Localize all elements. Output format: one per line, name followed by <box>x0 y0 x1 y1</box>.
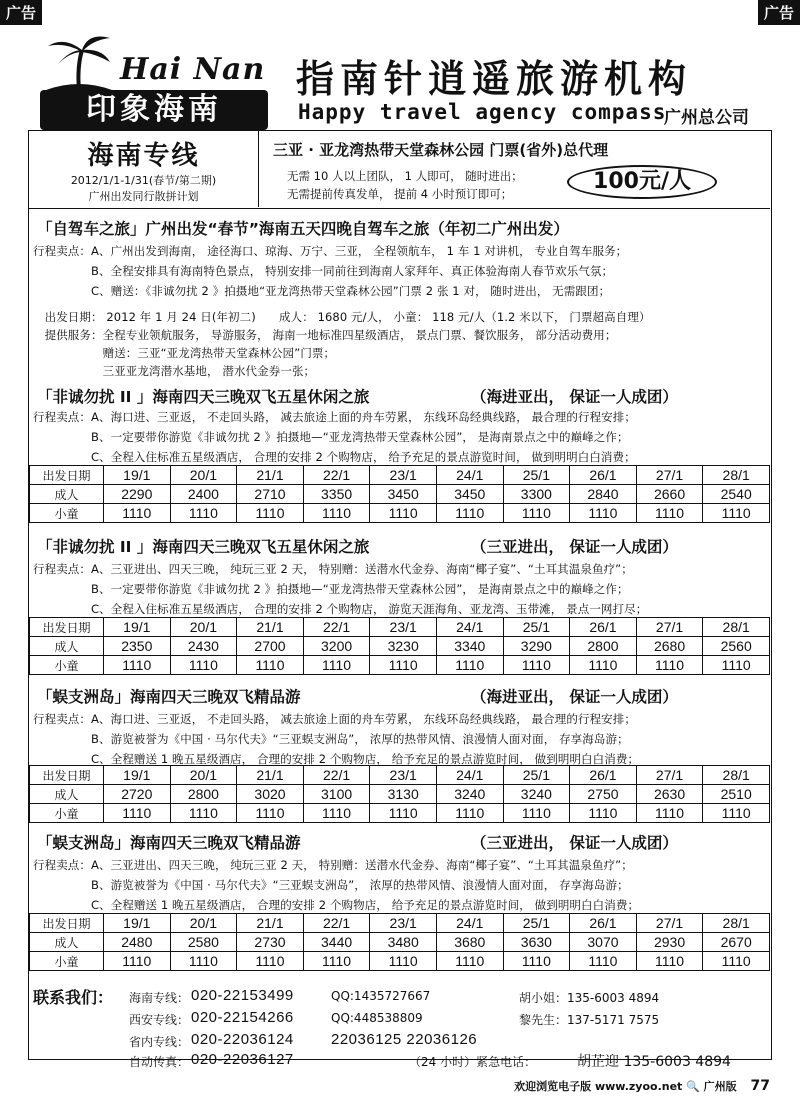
child-cell: 1110 <box>703 804 770 823</box>
date-cell: 26/1 <box>570 766 637 785</box>
section-line: 行程卖点：A、三亚进出、四天三晚， 纯玩三亚 2 天， 特别赠：送潜水代金券、海南“椰子宴”、“土耳其温泉鱼疗”； <box>33 858 633 872</box>
section-line: B、一定要带你游览《非诚勿扰 2 》拍摄地—“亚龙湾热带天堂森林公园”， 是海南景点之中的巅峰之作； <box>33 582 629 596</box>
price-table <box>29 465 770 523</box>
adult-cell: 2510 <box>703 785 770 804</box>
section-title: 「蜈支洲岛」海南四天三晚双飞精品游 <box>37 834 301 852</box>
contact-person: 胡芷迎 135-6003 4894 <box>577 1054 731 1070</box>
date-cell: 24/1 <box>436 766 503 785</box>
row-label: 出发日期 <box>30 466 104 485</box>
adult-cell: 3290 <box>503 637 570 656</box>
section-title: 「蜈支洲岛」海南四天三晚双飞精品游 <box>37 688 301 706</box>
row-label: 小童 <box>30 504 104 523</box>
date-cell: 22/1 <box>303 914 370 933</box>
adult-cell: 3630 <box>503 933 570 952</box>
adult-cell: 3100 <box>303 785 370 804</box>
child-cell: 1110 <box>370 504 437 523</box>
section-guarantee: （海进亚出， 保证一人成团） <box>471 388 678 406</box>
section-guarantee: （三亚进出， 保证一人成团） <box>471 834 678 852</box>
section-guarantee: （海进亚出， 保证一人成团） <box>471 688 678 706</box>
adult-cell: 2290 <box>104 485 171 504</box>
header <box>0 28 800 128</box>
date-cell: 20/1 <box>170 466 237 485</box>
child-cell: 1110 <box>503 952 570 971</box>
child-cell: 1110 <box>703 656 770 675</box>
price-row-adult <box>30 933 770 952</box>
adult-cell: 2930 <box>636 933 703 952</box>
section-guarantee: （三亚进出， 保证一人成团） <box>471 538 678 556</box>
adult-cell: 3240 <box>503 785 570 804</box>
contact-label: 海南专线： <box>129 991 190 1005</box>
brand-zh: 印象海南 <box>40 90 268 130</box>
contact-phone: 020-22036127 <box>191 1051 294 1068</box>
child-cell: 1110 <box>104 504 171 523</box>
child-cell: 1110 <box>237 656 304 675</box>
adult-cell: 2350 <box>104 637 171 656</box>
child-cell: 1110 <box>436 952 503 971</box>
park-title: 三亚 · 亚龙湾热带天堂森林公园 门票(省外)总代理 <box>273 141 609 159</box>
adult-cell: 3070 <box>570 933 637 952</box>
section-line: 行程卖点：A、海口进、三亚返， 不走回头路， 减去旅途上面的舟车劳累， 东线环岛经典线路， 最合理的行程安排； <box>33 712 636 726</box>
child-cell: 1110 <box>703 504 770 523</box>
adult-cell: 2680 <box>636 637 703 656</box>
date-cell: 27/1 <box>636 914 703 933</box>
section-title: 「自驾车之旅」广州出发“春节”海南五天四晚自驾车之旅（年初二广州出发） <box>37 220 569 238</box>
contact-label: 西安专线： <box>129 1013 190 1027</box>
child-cell: 1110 <box>703 952 770 971</box>
row-label: 出发日期 <box>30 766 104 785</box>
date-cell: 26/1 <box>570 914 637 933</box>
section-line: 行程卖点：A、广州出发到海南， 途径海口、琼海、万宁、三亚， 全程领航车， 1 车 1 对讲机， 专业自驾车服务； <box>33 244 628 258</box>
child-cell: 1110 <box>170 952 237 971</box>
price-row-child <box>30 656 770 675</box>
date-cell: 22/1 <box>303 618 370 637</box>
child-cell: 1110 <box>570 952 637 971</box>
child-cell: 1110 <box>570 504 637 523</box>
row-label: 小童 <box>30 656 104 675</box>
price-table <box>29 617 770 675</box>
section-line: B、游览被誉为《中国 · 马尔代夫》“三亚蜈支洲岛”， 浓厚的热带风情、浪漫情人面对面， 存享海岛游； <box>33 732 629 746</box>
date-cell: 27/1 <box>636 466 703 485</box>
child-cell: 1110 <box>503 804 570 823</box>
section-line: 赠送：三亚“亚龙湾热带天堂森林公园”门票； <box>33 346 336 360</box>
price-table <box>29 913 770 971</box>
date-cell: 19/1 <box>104 914 171 933</box>
date-cell: 19/1 <box>104 466 171 485</box>
section-line: C、全程赠送 1 晚五星级酒店， 合理的安排 2 个购物店， 给予充足的景点游览时间， 做到明明白白消费； <box>33 752 640 766</box>
child-cell: 1110 <box>370 804 437 823</box>
footer-text: 欢迎浏览电子版 www.zyoo.net 🔍 广州版 <box>514 1080 737 1093</box>
palm-tree-icon <box>44 32 114 92</box>
adult-cell: 3450 <box>436 485 503 504</box>
adult-cell: 3450 <box>370 485 437 504</box>
date-cell: 24/1 <box>436 466 503 485</box>
footer <box>514 1078 770 1094</box>
contact-phone: 020-22036124 <box>191 1031 294 1048</box>
line-sub-1: 2012/1/1-1/31(春节/第二期) <box>70 174 217 187</box>
date-cell: 19/1 <box>104 618 171 637</box>
child-cell: 1110 <box>636 804 703 823</box>
adult-cell: 2750 <box>570 785 637 804</box>
contact-qq: QQ:1435727667 <box>331 989 431 1003</box>
ticket-price: 100元/人 <box>567 165 717 199</box>
row-label: 成人 <box>30 933 104 952</box>
park-note-1: 无需 10 人以上团队， 1 人即可， 随时进出； <box>287 169 523 183</box>
section-line: C、全程入住标准五星级酒店， 合理的安排 2 个购物店， 给予充足的景点游览时间， 做到明明白白消费； <box>33 450 636 464</box>
price-row-adult <box>30 637 770 656</box>
child-cell: 1110 <box>170 504 237 523</box>
date-cell: 25/1 <box>503 914 570 933</box>
adult-cell: 3200 <box>303 637 370 656</box>
child-cell: 1110 <box>503 656 570 675</box>
child-cell: 1110 <box>170 656 237 675</box>
adult-cell: 3230 <box>370 637 437 656</box>
date-cell: 23/1 <box>370 766 437 785</box>
adult-cell: 2480 <box>104 933 171 952</box>
child-cell: 1110 <box>570 804 637 823</box>
adult-cell: 2430 <box>170 637 237 656</box>
section-line: 三亚亚龙湾潜水基地， 潜水代金券一张； <box>33 364 316 378</box>
contact-label: 省内专线： <box>129 1035 190 1049</box>
agency-title: 指南针逍遥旅游机构 <box>296 56 693 101</box>
park-note-2: 无需提前传真发单， 提前 4 小时预订即可； <box>287 187 513 201</box>
contact-title: 联系我们： <box>33 988 114 1007</box>
child-cell: 1110 <box>104 804 171 823</box>
line-title: 海南专线 <box>87 141 200 171</box>
date-cell: 23/1 <box>370 914 437 933</box>
price-row-child <box>30 804 770 823</box>
date-cell: 24/1 <box>436 914 503 933</box>
row-label: 成人 <box>30 637 104 656</box>
contact-phone: 020-22154266 <box>191 1009 294 1026</box>
adult-cell: 2840 <box>570 485 637 504</box>
date-cell: 21/1 <box>237 766 304 785</box>
date-cell: 28/1 <box>703 618 770 637</box>
emergency-label: （24 小时）紧急电话： <box>409 1055 537 1069</box>
adult-cell: 2700 <box>237 637 304 656</box>
adult-cell: 2400 <box>170 485 237 504</box>
price-row-date <box>30 766 770 785</box>
date-cell: 25/1 <box>503 766 570 785</box>
child-cell: 1110 <box>104 656 171 675</box>
date-cell: 20/1 <box>170 766 237 785</box>
row-label: 小童 <box>30 804 104 823</box>
date-cell: 24/1 <box>436 618 503 637</box>
child-cell: 1110 <box>636 656 703 675</box>
adult-cell: 2730 <box>237 933 304 952</box>
date-cell: 25/1 <box>503 466 570 485</box>
adult-cell: 2580 <box>170 933 237 952</box>
price-table <box>29 765 770 823</box>
agency-en: Happy travel agency compass <box>298 100 667 124</box>
section-line: B、游览被誉为《中国 · 马尔代夫》“三亚蜈支洲岛”， 浓厚的热带风情、浪漫情人面对面， 存享海岛游； <box>33 878 629 892</box>
contact-person: 黎先生：137-5171 7575 <box>519 1013 660 1027</box>
date-cell: 22/1 <box>303 466 370 485</box>
date-cell: 21/1 <box>237 914 304 933</box>
date-cell: 21/1 <box>237 466 304 485</box>
child-cell: 1110 <box>303 656 370 675</box>
section-title: 「非诚勿扰 II 」海南四天三晚双飞五星休闲之旅 <box>37 388 370 406</box>
top-row <box>29 131 770 209</box>
child-cell: 1110 <box>436 504 503 523</box>
child-cell: 1110 <box>436 656 503 675</box>
contact-extra: 22036125 22036126 <box>331 1031 478 1048</box>
price-row-date <box>30 466 770 485</box>
date-cell: 23/1 <box>370 618 437 637</box>
contact-qq: QQ:448538809 <box>331 1011 423 1025</box>
line-title-box <box>29 131 259 207</box>
section-title: 「非诚勿扰 II 」海南四天三晚双飞五星休闲之旅 <box>37 538 370 556</box>
adult-cell: 3350 <box>303 485 370 504</box>
date-cell: 25/1 <box>503 618 570 637</box>
section-line: 提供服务：全程专业领航服务， 导游服务， 海南一地标准四星级酒店， 景点门票、餐饮服务， 部分活动费用； <box>33 328 617 342</box>
adult-cell: 2800 <box>170 785 237 804</box>
main-panel <box>28 130 772 1070</box>
adult-cell: 3340 <box>436 637 503 656</box>
adult-cell: 3240 <box>436 785 503 804</box>
section-line: C、全程赠送 1 晚五星级酒店， 合理的安排 2 个购物店， 给予充足的景点游览时间， 做到明明白白消费； <box>33 898 640 912</box>
child-cell: 1110 <box>503 504 570 523</box>
child-cell: 1110 <box>436 804 503 823</box>
child-cell: 1110 <box>370 656 437 675</box>
date-cell: 23/1 <box>370 466 437 485</box>
row-label: 出发日期 <box>30 618 104 637</box>
price-row-adult <box>30 485 770 504</box>
row-label: 出发日期 <box>30 914 104 933</box>
adult-cell: 2800 <box>570 637 637 656</box>
date-cell: 28/1 <box>703 914 770 933</box>
contact-phone: 020-22153499 <box>191 987 294 1004</box>
child-cell: 1110 <box>303 504 370 523</box>
adult-cell: 3130 <box>370 785 437 804</box>
adult-cell: 2710 <box>237 485 304 504</box>
adult-cell: 3680 <box>436 933 503 952</box>
contact-person: 胡小姐：135-6003 4894 <box>519 991 660 1005</box>
adult-cell: 3480 <box>370 933 437 952</box>
child-cell: 1110 <box>237 952 304 971</box>
section-line: 出发日期： 2012 年 1 月 24 日(年初二) 成人： 1680 元/人， 小童： 118 元/人（1.2 米以下， 门票超高自理） <box>33 310 651 324</box>
price-row-child <box>30 504 770 523</box>
date-cell: 20/1 <box>170 914 237 933</box>
child-cell: 1110 <box>370 952 437 971</box>
adult-cell: 2720 <box>104 785 171 804</box>
date-cell: 26/1 <box>570 618 637 637</box>
adult-cell: 3300 <box>503 485 570 504</box>
child-cell: 1110 <box>303 804 370 823</box>
price-row-date <box>30 618 770 637</box>
child-cell: 1110 <box>636 504 703 523</box>
adult-cell: 2670 <box>703 933 770 952</box>
child-cell: 1110 <box>237 504 304 523</box>
price-row-child <box>30 952 770 971</box>
child-cell: 1110 <box>104 952 171 971</box>
child-cell: 1110 <box>303 952 370 971</box>
child-cell: 1110 <box>170 804 237 823</box>
adult-cell: 2630 <box>636 785 703 804</box>
page-number: 77 <box>750 1078 770 1094</box>
section-line: C、全程入住标准五星级酒店， 合理的安排 2 个购物店， 游览天涯海角、亚龙湾、玉带滩， 景点一网打尽； <box>33 602 648 616</box>
date-cell: 27/1 <box>636 766 703 785</box>
line-sub-2: 广州出发同行散拼计划 <box>88 190 199 203</box>
date-cell: 20/1 <box>170 618 237 637</box>
child-cell: 1110 <box>636 952 703 971</box>
price-row-date <box>30 914 770 933</box>
ad-tag-left: 广告 <box>0 0 42 25</box>
price-row-adult <box>30 785 770 804</box>
date-cell: 28/1 <box>703 466 770 485</box>
date-cell: 26/1 <box>570 466 637 485</box>
child-cell: 1110 <box>570 656 637 675</box>
contact-label: 自动传真： <box>129 1055 190 1069</box>
section-line: 行程卖点：A、海口进、三亚返， 不走回头路， 减去旅途上面的舟车劳累， 东线环岛经典线路， 最合理的行程安排； <box>33 410 636 424</box>
adult-cell: 2560 <box>703 637 770 656</box>
agency-branch: 广州总公司 <box>664 108 749 128</box>
date-cell: 28/1 <box>703 766 770 785</box>
brand-en: Hai Nan <box>120 52 266 87</box>
row-label: 小童 <box>30 952 104 971</box>
section-line: C、赠送：《非诚勿扰 2 》拍摄地“亚龙湾热带天堂森林公园”门票 2 张 1 对， 随时进出， 无需跟团； <box>33 284 611 298</box>
adult-cell: 3440 <box>303 933 370 952</box>
adult-cell: 2540 <box>703 485 770 504</box>
adult-cell: 3020 <box>237 785 304 804</box>
date-cell: 19/1 <box>104 766 171 785</box>
child-cell: 1110 <box>237 804 304 823</box>
section-line: B、一定要带你游览《非诚勿扰 2 》拍摄地—“亚龙湾热带天堂森林公园”， 是海南景点之中的巅峰之作； <box>33 430 629 444</box>
row-label: 成人 <box>30 485 104 504</box>
row-label: 成人 <box>30 785 104 804</box>
ad-tag-right: 广告 <box>758 0 800 25</box>
date-cell: 22/1 <box>303 766 370 785</box>
section-line: B、全程安排具有海南特色景点， 特别安排一同前往到海南人家拜年、真正体验海南人春节欢乐气氛； <box>33 264 614 278</box>
adult-cell: 2660 <box>636 485 703 504</box>
date-cell: 21/1 <box>237 618 304 637</box>
section-line: 行程卖点：A、三亚进出、四天三晚， 纯玩三亚 2 天， 特别赠：送潜水代金券、海南“椰子宴”、“土耳其温泉鱼疗”； <box>33 562 633 576</box>
date-cell: 27/1 <box>636 618 703 637</box>
